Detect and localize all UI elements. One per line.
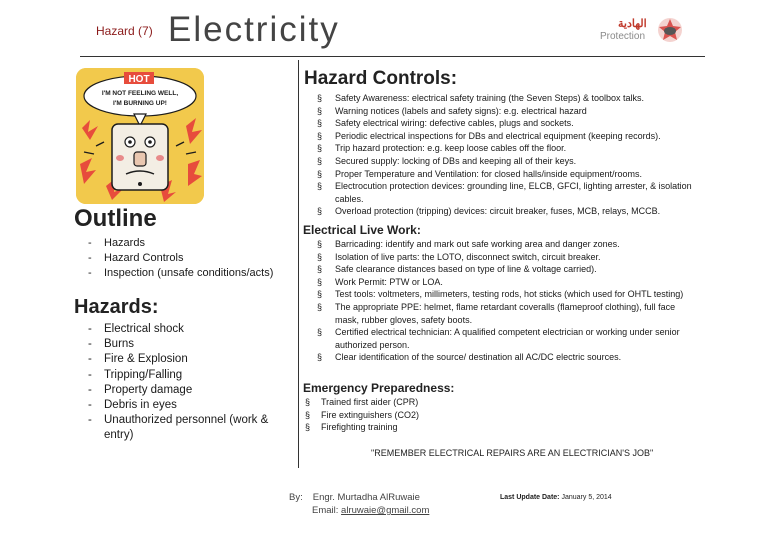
hazard-controls-heading: Hazard Controls: (304, 68, 458, 89)
list-item: § Safe clearance distances based on type of line & voltage carried). (317, 263, 697, 276)
hazard-number: Hazard (7) (96, 24, 153, 38)
list-item: § Trained first aider (CPR) (305, 396, 605, 409)
cartoon-caption-line2: I'M BURNING UP! (113, 100, 167, 107)
logo-text: Protection (600, 31, 646, 42)
list-item: - Electrical shock (88, 322, 288, 337)
list-item: § Secured supply: locking of DBs and keeping all of their keys. (317, 155, 697, 168)
last-update-date: January 5, 2014 (561, 494, 612, 501)
list-item: § Certified electrical technician: A qualified competent electrician or working under senior authorized person. (317, 326, 697, 351)
list-item: § Safety electrical wiring: defective cables, plugs and sockets. (317, 117, 697, 130)
list-item: - Inspection (unsafe conditions/acts) (88, 266, 298, 281)
by-label: By: (289, 492, 303, 503)
logo-arabic-text: الهادية (618, 18, 647, 30)
author-name: Engr. Murtadha AlRuwaie (312, 492, 420, 503)
remember-note: "REMEMBER ELECTRICAL REPAIRS ARE AN ELECTRICIAN'S JOB" (371, 448, 654, 458)
list-item: § Warning notices (labels and safety signs): e.g. electrical hazard (317, 105, 697, 118)
list-item: - Hazard Controls (88, 251, 298, 266)
footer-author (289, 492, 420, 503)
cartoon-hot-label: HOT (128, 74, 150, 85)
list-item: § Periodic electrical inspections for DBs and electrical equipment (keeping records). (317, 130, 697, 143)
last-update-label: Last Update Date: (500, 494, 560, 501)
list-item: - Hazards (88, 236, 298, 251)
list-item: § Work Permit: PTW or LOA. (317, 276, 697, 289)
list-item: § Barricading: identify and mark out safe working area and danger zones. (317, 238, 697, 251)
list-item: § Test tools: voltmeters, millimeters, testing rods, hot sticks (which used for OHTL testing) (317, 288, 697, 301)
list-item: § Overload protection (tripping) devices: circuit breaker, fuses, MCB, relays, MCCB. (317, 205, 697, 218)
email-link[interactable]: alruwaie@gmail.com (341, 505, 430, 516)
list-item: - Fire & Explosion (88, 352, 288, 367)
list-item: § Clear identification of the source/ destination all AC/DC electric sources. (317, 351, 697, 364)
cartoon-caption-line1: I'M NOT FEELING WELL, (101, 90, 179, 97)
slide-header (0, 0, 768, 58)
page-title: Electricity (168, 10, 340, 49)
list-item: § Fire extinguishers (CO2) (305, 409, 605, 422)
email-label: Email: (312, 505, 339, 516)
list-item: - Debris in eyes (88, 398, 288, 413)
hazards-list (88, 322, 288, 444)
list-item: § The appropriate PPE: helmet, flame retardant coveralls (flameproof clothing), full face mask, rubber gloves, safety boots. (317, 301, 697, 326)
emergency-preparedness-list (305, 396, 605, 434)
list-item: § Isolation of live parts: the LOTO, disconnect switch, circuit breaker. (317, 251, 697, 264)
list-item: § Proper Temperature and Ventilation: for closed halls/inside equipment/rooms. (317, 168, 697, 181)
hazards-heading: Hazards: (74, 296, 159, 318)
burning-outlet-cartoon (76, 68, 204, 204)
outline-heading: Outline (74, 205, 157, 232)
list-item: - Unauthorized personnel (work & entry) (88, 413, 288, 443)
logo-emblem-icon (656, 16, 684, 44)
list-item: § Firefighting training (305, 421, 605, 434)
list-item: § Trip hazard protection: e.g. keep loose cables off the floor. (317, 142, 697, 155)
live-work-heading: Electrical Live Work: (303, 223, 421, 237)
footer-email (312, 505, 429, 516)
header-divider (80, 56, 705, 57)
protection-logo (596, 16, 688, 48)
last-update (500, 494, 612, 501)
list-item: - Burns (88, 337, 288, 352)
list-item: - Tripping/Falling (88, 368, 288, 383)
emergency-preparedness-heading: Emergency Preparedness: (303, 381, 455, 395)
list-item: § Electrocution protection devices: grounding line, ELCB, GFCI, lighting arrester, & isolation cables. (317, 180, 697, 205)
list-item: - Property damage (88, 383, 288, 398)
hazard-controls-list (317, 92, 697, 218)
live-work-list (317, 238, 697, 364)
list-item: § Safety Awareness: electrical safety training (the Seven Steps) & toolbox talks. (317, 92, 697, 105)
column-divider (298, 60, 299, 468)
outline-list (88, 236, 298, 281)
